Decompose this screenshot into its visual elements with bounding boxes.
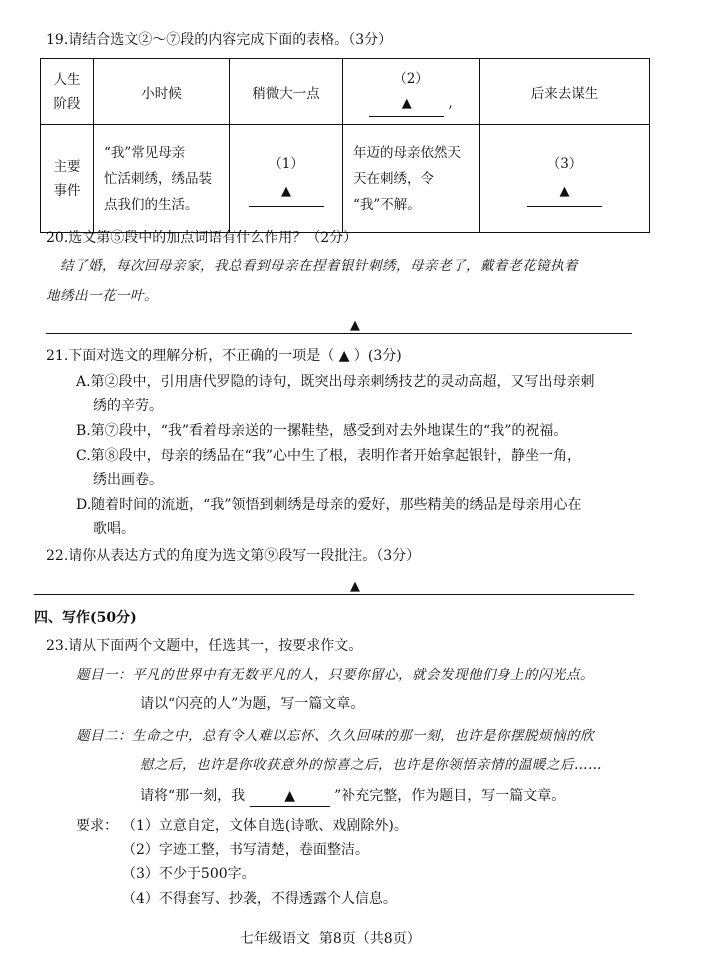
stage-childhood: 小时候 <box>94 59 230 125</box>
answer-mark: ▲ <box>350 579 360 594</box>
requirements-label: 要求： <box>76 818 118 834</box>
q21-option-d-cont: 歌唱。 <box>93 521 135 537</box>
requirement-item: （2）字迹工整，书写清楚，卷面整洁。 <box>122 842 369 858</box>
event-stage3: 年迈的母亲依然天 天在刺绣，令 “我”不解。 <box>343 125 480 233</box>
stage-label-cell: 人生 阶段 <box>41 59 94 125</box>
q20-quote-line1: 结了婚，每次回母亲家，我总看到母亲在捏着银针刺绣，母亲老了，戴着老花镜执着 <box>60 258 578 274</box>
requirement-item: （1）立意自定，文体自选(诗歌、戏剧除外)。 <box>122 818 408 834</box>
stage-older: 稍微大一点 <box>230 59 343 125</box>
answer-blank[interactable]: ▲ <box>249 178 324 207</box>
event-childhood: “我”常见母亲 忙活刺绣，绣品装 点我们的生活。 <box>94 125 230 233</box>
q21-option-a[interactable]: A.第②段中，引用唐代罗隐的诗句，既突出母亲刺绣技艺的灵动高超，又写出母亲刺 <box>76 374 595 390</box>
q23-title: 23.请从下面两个文题中，任选其一，按要求作文。 <box>46 638 363 654</box>
topic1-line1: 题目一：平凡的世界中有无数平凡的人，只要你留心，就会发现他们身上的闪光点。 <box>76 667 594 683</box>
q19-title: 19.请结合选文②～⑦段的内容完成下面的表格。（3分） <box>46 32 393 48</box>
q21-option-b[interactable]: B.第⑦段中，“我”看着母亲送的一摞鞋垫，感受到对去外地谋生的“我”的祝福。 <box>76 423 568 439</box>
topic2-line1: 题目二：生命之中，总有令人难以忘怀、久久回味的那一刻，也许是你摆脱烦恼的欣 <box>76 728 594 744</box>
q21-option-d[interactable]: D.随着时间的流逝，“我”领悟到刺绣是母亲的爱好，那些精美的绣品是母亲用心在 <box>76 497 582 513</box>
q20-quote-line2: 地绣出一花一叶。 <box>46 288 158 304</box>
q20-answer-line[interactable] <box>46 333 632 334</box>
q21-option-c[interactable]: C.第⑧段中，母亲的绣品在“我”心中生了根，表明作者开始拿起银针，静坐一角， <box>76 448 581 464</box>
q20-title: 20.选文第⑤段中的加点词语有什么作用？（2分） <box>46 230 358 246</box>
section4-heading: 四、写作(50分) <box>34 610 137 626</box>
event-later-blank[interactable]: （3） ▲ <box>480 125 650 233</box>
q21-option-a-cont: 绣的辛劳。 <box>93 398 163 414</box>
stage-later: 后来去谋生 <box>480 59 650 125</box>
answer-blank[interactable]: ▲ <box>527 178 602 207</box>
event-older-blank[interactable]: （1） ▲ <box>230 125 343 233</box>
q22-answer-line[interactable] <box>34 594 634 595</box>
topic2-line3: 请将“那一刻，我 ▲ ”补充完整，作为题目，写一篇文章。 <box>140 786 565 807</box>
answer-mark: ▲ <box>350 318 360 333</box>
requirement-item: （4）不得套写、抄袭，不得透露个人信息。 <box>122 891 397 907</box>
events-label-cell: 主要 事件 <box>41 125 94 233</box>
page-footer: 七年级语文 第8页（共8页） <box>240 931 421 947</box>
requirement-item: （3）不少于500字。 <box>122 866 256 882</box>
q22-title: 22.请你从表达方式的角度为选文第⑨段写一段批注。（3分） <box>46 548 421 564</box>
q21-title: 21.下面对选文的理解分析，不正确的一项是（ ▲ ）(3分) <box>46 348 402 364</box>
q21-option-c-cont: 绣出画卷。 <box>93 472 163 488</box>
topic2-line2: 慰之后，也许是你收获意外的惊喜之后，也许是你领悟亲情的温暖之后…… <box>140 757 602 773</box>
q19-table <box>40 58 650 233</box>
topic1-line2: 请以“闪亮的人”为题，写一篇文章。 <box>140 696 365 712</box>
answer-blank[interactable]: ▲ <box>369 92 444 117</box>
title-blank[interactable]: ▲ <box>250 786 330 807</box>
stage-blank-2[interactable]: （2） ▲ , <box>343 59 480 125</box>
